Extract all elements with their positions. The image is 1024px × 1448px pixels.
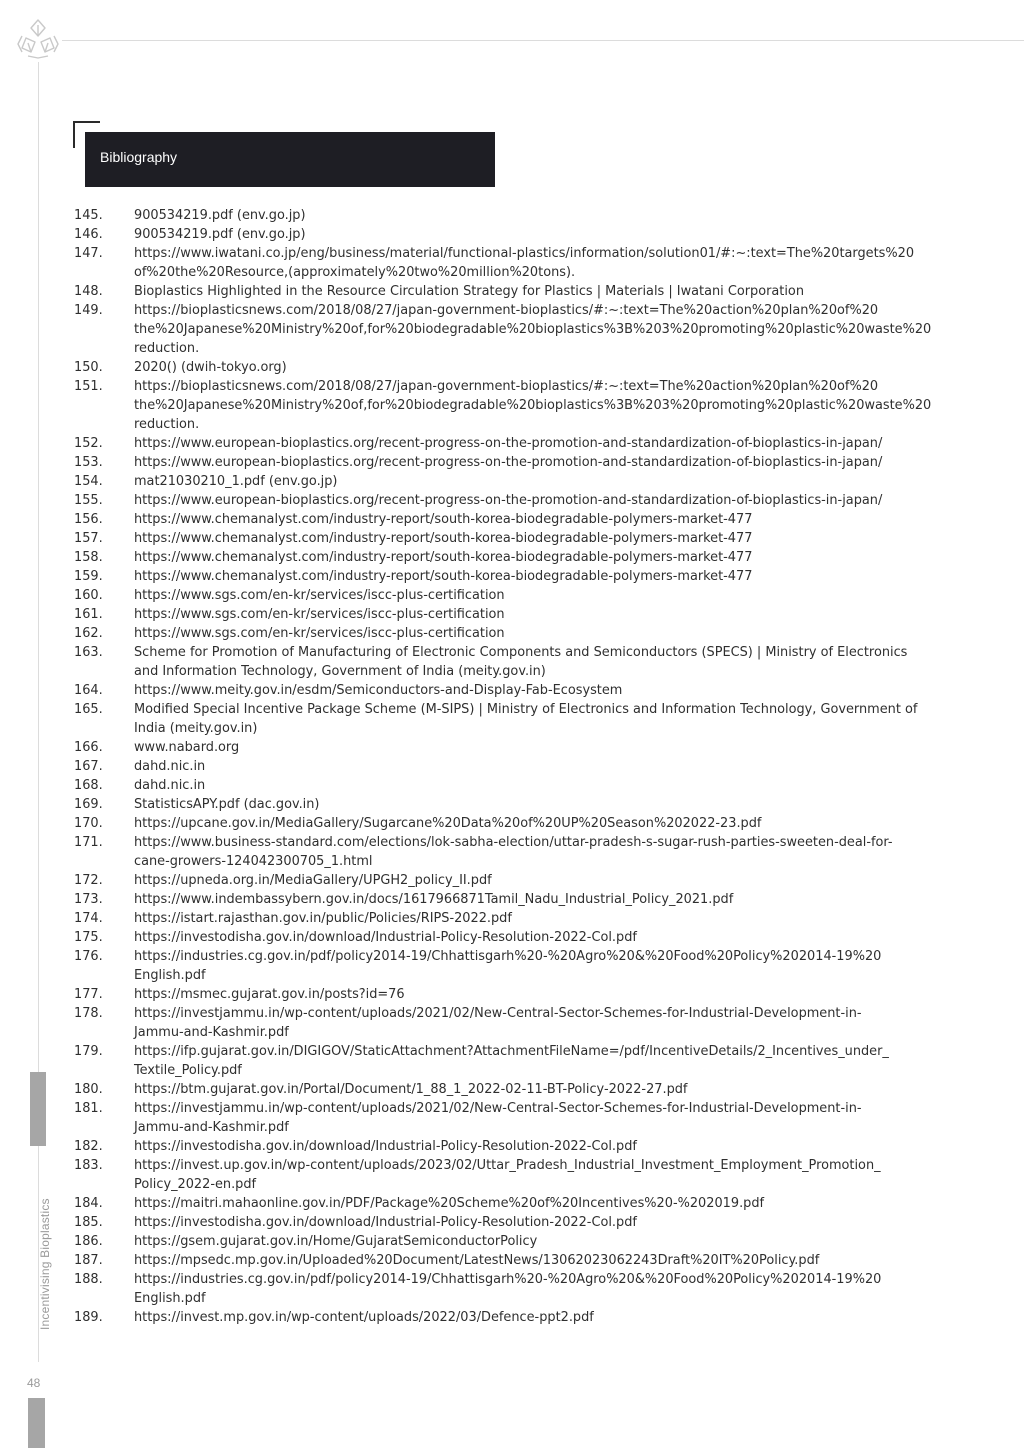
bibliography-entry [74,605,954,624]
bibliography-entry [74,472,954,491]
entry-number: 161. [74,607,103,622]
entry-number: 169. [74,797,103,812]
entry-reference[interactable]: https://bioplasticsnews.com/2018/08/27/japan-government-bioplastics/#:~:text=The%20action%20plan%20of%20 the%20Japanese%20Ministry%20of,for%20biodegradable%20bioplastics%3B%203%20promoting%20plastic%20waste%20 reduction. [134,303,932,356]
bibliography-entry [74,985,954,1004]
bibliography-entry [74,453,954,472]
entry-reference[interactable]: https://investjammu.in/wp-content/uploads/2021/02/New-Central-Sector-Schemes-for-Industrial-Development-in- Jammu-and-Kashmir.pdf [134,1101,862,1135]
bibliography-entry [74,225,954,244]
bibliography-entry [74,681,954,700]
entry-number: 154. [74,474,103,489]
entry-reference[interactable]: https://www.chemanalyst.com/industry-report/south-korea-biodegradable-polymers-market-477 [134,569,753,584]
entry-number: 185. [74,1215,103,1230]
entry-number: 164. [74,683,103,698]
entry-reference[interactable]: https://investodisha.gov.in/download/Industrial-Policy-Resolution-2022-Col.pdf [134,930,637,945]
bibliography-entry [74,1042,954,1080]
entry-reference[interactable]: mat21030210_1.pdf (env.go.jp) [134,474,338,489]
bibliography-entry [74,244,954,282]
bibliography-entry [74,871,954,890]
entry-reference[interactable]: https://mpsedc.mp.gov.in/Uploaded%20Document/LatestNews/13062023062243Draft%20IT%20Policy.pdf [134,1253,820,1268]
bibliography-entry [74,947,954,985]
bibliography-entry [74,377,954,434]
bibliography-entry [74,1080,954,1099]
entry-number: 179. [74,1044,103,1059]
entry-reference[interactable]: https://www.chemanalyst.com/industry-report/south-korea-biodegradable-polymers-market-477 [134,512,753,527]
bibliography-entry [74,738,954,757]
recycle-leaf-logo-icon [14,16,62,60]
bibliography-entry [74,1308,954,1327]
entry-number: 184. [74,1196,103,1211]
entry-number: 155. [74,493,103,508]
bibliography-entry [74,776,954,795]
entry-reference[interactable]: https://www.chemanalyst.com/industry-report/south-korea-biodegradable-polymers-market-477 [134,550,753,565]
entry-number: 167. [74,759,103,774]
entry-number: 186. [74,1234,103,1249]
entry-reference[interactable]: https://www.iwatani.co.jp/eng/business/material/functional-plastics/information/solution01/#:~:text=The%20targets%20 of%20the%20Resource,(approximately%20two%20million%20tons). [134,246,915,280]
entry-number: 182. [74,1139,103,1154]
bibliography-entry [74,890,954,909]
entry-reference[interactable]: 2020() (dwih-tokyo.org) [134,360,287,375]
entry-reference[interactable]: https://industries.cg.gov.in/pdf/policy2014-19/Chhattisgarh%20-%20Agro%20&%20Food%20Policy%202014-19%20 English.pdf [134,1272,882,1306]
entry-reference[interactable]: https://ifp.gujarat.gov.in/DIGIGOV/StaticAttachment?AttachmentFileName=/pdf/IncentiveDetails/2_Incentives_under_ Textile_Policy.pdf [134,1044,889,1078]
bibliography-entry [74,491,954,510]
bibliography-entry [74,1099,954,1137]
bibliography-entry [74,567,954,586]
bibliography-entry [74,1194,954,1213]
top-divider [62,40,1024,41]
entry-number: 166. [74,740,103,755]
entry-number: 168. [74,778,103,793]
bibliography-entry [74,1270,954,1308]
entry-reference[interactable]: https://upcane.gov.in/MediaGallery/Sugarcane%20Data%20of%20UP%20Season%202022-23.pdf [134,816,762,831]
entry-number: 177. [74,987,103,1002]
entry-reference[interactable]: Scheme for Promotion of Manufacturing of Electronic Components and Semiconductors (SPECS) | Ministry of Electronics and Information Technology, Government of India (meity.gov.in) [134,645,908,679]
entry-reference[interactable]: https://www.indembassybern.gov.in/docs/1617966871Tamil_Nadu_Industrial_Policy_2021.pdf [134,892,734,907]
bibliography-entry [74,1004,954,1042]
entry-reference[interactable]: StatisticsAPY.pdf (dac.gov.in) [134,797,320,812]
bibliography-entry [74,928,954,947]
bibliography-entry [74,510,954,529]
entry-number: 189. [74,1310,103,1325]
entry-reference[interactable]: https://btm.gujarat.gov.in/Portal/Document/1_88_1_2022-02-11-BT-Policy-2022-27.pdf [134,1082,688,1097]
entry-number: 156. [74,512,103,527]
bibliography-entry [74,548,954,567]
bibliography-entry [74,586,954,605]
entry-reference[interactable]: https://investodisha.gov.in/download/Industrial-Policy-Resolution-2022-Col.pdf [134,1215,637,1230]
entry-reference[interactable]: https://www.business-standard.com/elections/lok-sabha-election/uttar-pradesh-s-sugar-rush-parties-sweeten-deal-for- cane-growers-124042300705_1.html [134,835,893,869]
entry-number: 176. [74,949,103,964]
document-side-title: Incentivising Bioplastics [38,1198,52,1330]
entry-reference[interactable]: https://gsem.gujarat.gov.in/Home/GujaratSemiconductorPolicy [134,1234,538,1249]
side-accent-bar-bottom [28,1398,45,1448]
entry-number: 162. [74,626,103,641]
entry-reference[interactable]: 900534219.pdf (env.go.jp) [134,208,306,223]
bibliography-entry [74,814,954,833]
entry-number: 151. [74,379,103,394]
entry-reference[interactable]: https://upneda.org.in/MediaGallery/UPGH2_policy_II.pdf [134,873,492,888]
entry-number: 149. [74,303,103,318]
left-margin-divider [38,62,39,1362]
entry-number: 158. [74,550,103,565]
bibliography-entry [74,1156,954,1194]
entry-reference[interactable]: https://msmec.gujarat.gov.in/posts?id=76 [134,987,405,1002]
entry-reference[interactable]: https://invest.mp.gov.in/wp-content/uploads/2022/03/Defence-ppt2.pdf [134,1310,594,1325]
side-accent-bar [30,1072,46,1146]
bibliography-entry [74,909,954,928]
entry-number: 180. [74,1082,103,1097]
entry-reference[interactable]: https://www.european-bioplastics.org/recent-progress-on-the-promotion-and-standardization-of-bioplastics-in-japan/ [134,455,883,470]
entry-number: 170. [74,816,103,831]
entry-reference[interactable]: https://maitri.mahaonline.gov.in/PDF/Package%20Scheme%20of%20Incentives%20-%202019.pdf [134,1196,765,1211]
entry-reference[interactable]: https://invest.up.gov.in/wp-content/uploads/2023/02/Uttar_Pradesh_Industrial_Investment_Employment_Promotion_ Policy_2022-en.pdf [134,1158,881,1192]
entry-number: 178. [74,1006,103,1021]
entry-reference[interactable]: dahd.nic.in [134,759,206,774]
page-number: 48 [27,1376,41,1390]
entry-number: 152. [74,436,103,451]
entry-number: 181. [74,1101,103,1116]
bibliography-entry [74,206,954,225]
entry-number: 172. [74,873,103,888]
bibliography-entry [74,1232,954,1251]
entry-reference[interactable]: https://industries.cg.gov.in/pdf/policy2014-19/Chhattisgarh%20-%20Agro%20&%20Food%20Policy%202014-19%20 English.pdf [134,949,882,983]
entry-reference[interactable]: https://www.chemanalyst.com/industry-report/south-korea-biodegradable-polymers-market-477 [134,531,753,546]
entry-number: 157. [74,531,103,546]
entry-number: 188. [74,1272,103,1287]
entry-reference[interactable]: www.nabard.org [134,740,240,755]
bibliography-entry [74,624,954,643]
entry-number: 183. [74,1158,103,1173]
entry-reference[interactable]: https://www.sgs.com/en-kr/services/iscc-plus-certification [134,588,505,603]
entry-reference[interactable]: dahd.nic.in [134,778,206,793]
entry-reference[interactable]: https://istart.rajasthan.gov.in/public/Policies/RIPS-2022.pdf [134,911,512,926]
entry-reference[interactable]: https://bioplasticsnews.com/2018/08/27/japan-government-bioplastics/#:~:text=The%20action%20plan%20of%20 the%20Japanese%20Ministry%20of,for%20biodegradable%20bioplastics%3B%203%20promoting%20plastic%20waste%20 reduction. [134,379,932,432]
entry-number: 187. [74,1253,103,1268]
entry-number: 160. [74,588,103,603]
bibliography-entry [74,643,954,681]
entry-reference[interactable]: Modified Special Incentive Package Scheme (M-SIPS) | Ministry of Electronics and Information Technology, Government of India (meity.gov.in) [134,702,918,736]
bibliography-entry [74,833,954,871]
entry-reference[interactable]: https://www.sgs.com/en-kr/services/iscc-plus-certification [134,626,505,641]
entry-number: 175. [74,930,103,945]
bibliography-entry [74,700,954,738]
entry-number: 148. [74,284,103,299]
entry-reference[interactable]: 900534219.pdf (env.go.jp) [134,227,306,242]
bibliography-list [74,206,954,1327]
entry-reference[interactable]: https://www.sgs.com/en-kr/services/iscc-plus-certification [134,607,505,622]
bibliography-entry [74,1213,954,1232]
bibliography-entry [74,358,954,377]
entry-reference[interactable]: https://investjammu.in/wp-content/uploads/2021/02/New-Central-Sector-Schemes-for-Industrial-Development-in- Jammu-and-Kashmir.pdf [134,1006,862,1040]
entry-number: 150. [74,360,103,375]
entry-number: 174. [74,911,103,926]
bibliography-entry [74,795,954,814]
entry-number: 159. [74,569,103,584]
bibliography-entry [74,301,954,358]
section-title: Bibliography [100,149,178,165]
entry-number: 163. [74,645,103,660]
bibliography-entry [74,529,954,548]
entry-number: 145. [74,208,103,223]
entry-reference[interactable]: https://www.meity.gov.in/esdm/Semiconductors-and-Display-Fab-Ecosystem [134,683,623,698]
bibliography-entry [74,434,954,453]
entry-number: 153. [74,455,103,470]
bibliography-entry [74,282,954,301]
entry-reference[interactable]: https://www.european-bioplastics.org/recent-progress-on-the-promotion-and-standardization-of-bioplastics-in-japan/ [134,436,883,451]
bibliography-entry [74,1251,954,1270]
entry-number: 147. [74,246,103,261]
entry-number: 165. [74,702,103,717]
entry-number: 171. [74,835,103,850]
bibliography-entry [74,757,954,776]
entry-reference[interactable]: https://www.european-bioplastics.org/recent-progress-on-the-promotion-and-standardization-of-bioplastics-in-japan/ [134,493,883,508]
entry-reference[interactable]: Bioplastics Highlighted in the Resource Circulation Strategy for Plastics | Materials | Iwatani Corporation [134,284,804,299]
entry-reference[interactable]: https://investodisha.gov.in/download/Industrial-Policy-Resolution-2022-Col.pdf [134,1139,637,1154]
entry-number: 173. [74,892,103,907]
entry-number: 146. [74,227,103,242]
bibliography-entry [74,1137,954,1156]
